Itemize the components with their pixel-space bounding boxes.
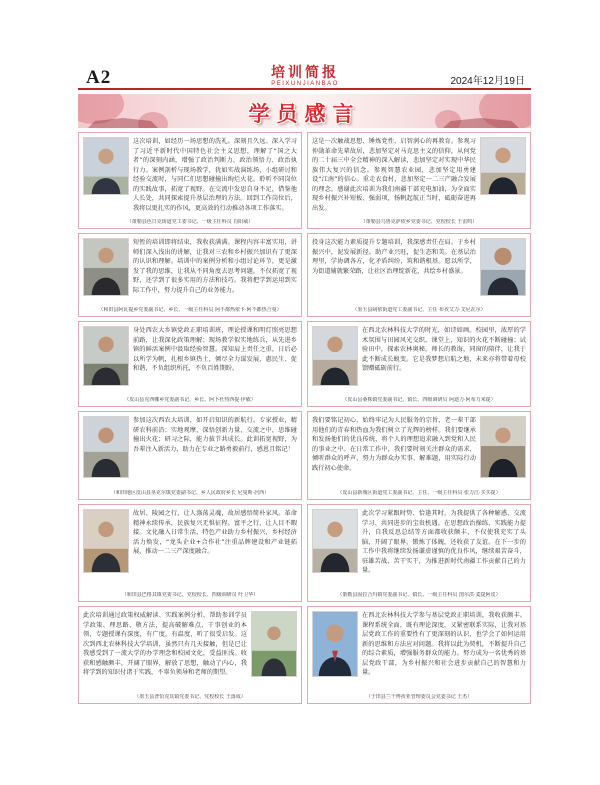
testimonial-text: 我们要铭记初心，始终牢记为人民服务的宗旨，老一辈干部用他们的青春和热血为我们树立了光辉的榜样。我们要继承和发扬他们的优良传统，将个人的理想追求融入到党和人民的事业之中。在日常工作中，我们要时刻关注群众的需求，倾听群众的呼声，努力为群众办实事、解难题，用实际行动践行初心使命。 <box>312 417 476 472</box>
page-header <box>78 64 531 90</box>
author-signature: （墨玉县阔依街道党工委副书记、主任 布孜艾力·艾尼瓦尔） <box>352 307 486 313</box>
portrait-photo <box>312 509 358 573</box>
author-signature: （和田县阿瓦提乡党委副书记、乡长、一级主任科员 阿不都热依卡·阿不都热合曼） <box>98 307 282 313</box>
testimonial-card <box>78 411 302 500</box>
testimonial-text: 投身这次能力素质提升专题培训，我深感责任在肩。于乡村振兴中，泥发展新径。助产业兴旺，促生态和美。在基层治理里，学协调各方，化矛盾纠纷，筑和谐根基。愿以所学，为街道辅就繁荣路，让社区治理绽新花，共绘乡村盛景。 <box>312 239 476 275</box>
author-signature: （和田县巴格其镇党委书记、党校校长、四级调研员 叶卫华） <box>121 592 259 598</box>
testimonial-card <box>78 233 302 317</box>
author-signature: （皮山县新城区街道党工委副书记、主任、一级主任科员 张力江·买买提） <box>337 490 501 496</box>
testimonial-card <box>78 606 302 704</box>
paper-name: 培训简报 <box>271 65 339 81</box>
testimonial-card <box>307 411 531 500</box>
portrait-photo <box>251 611 297 677</box>
author-signature: （策勒县色日克街道党工委书记、一级主任科员 肖阳威） <box>126 219 254 225</box>
section-title: 学员感言 <box>248 102 361 126</box>
portrait-photo <box>480 137 526 195</box>
testimonial-card <box>307 132 531 229</box>
testimonial-card <box>307 606 531 704</box>
author-signature: （于田县兰干博孜亚管理委员会党委书记 王杰） <box>365 694 473 700</box>
author-signature: （皮山县桑株镇党委副书记、镇长、四级调研员 阿迪力·阿布力米提） <box>342 397 496 403</box>
section-banner <box>78 94 531 128</box>
testimonial-card <box>78 132 302 229</box>
testimonial-text: 在西北农林科技大学参与基层党政正职培训，我收获颇丰。课程系统全面，既有理论深度，又紧密联系实际，让我对基层党政工作的重要性有了更深刻的认识，也学会了如何运用新的思维和方法应对问题。我将以此为契机，不断提升自己的综合素质，增强服务群众的能力。努力成为一名优秀的基层党政干部，为乡村振兴和社会进步贡献自己的智慧和力量。 <box>362 612 526 676</box>
masthead-logo <box>250 65 360 88</box>
testimonial-card <box>307 504 531 602</box>
issue-date: 2024年12月19日 <box>450 76 525 87</box>
testimonial-card <box>78 504 302 602</box>
portrait-photo <box>83 509 129 573</box>
testimonial-card <box>78 321 302 407</box>
page-number: A2 <box>86 67 112 88</box>
author-signature: （墨玉县普恰克其镇党委书记、党校校长 王落成） <box>134 694 246 700</box>
testimonial-text: 在西北农林科技大学的时光，如诗如画。校园里，浓厚的学术氛围与田园风光交织。课堂上，知识的火花不断碰撞；试验田中，探索农林奥秘。师长的教诲，同窗的陪伴，让我于此不断成长蜕变。它是我梦想启航之地，未来亦将带着母校馈赠砥砺前行。 <box>362 327 526 372</box>
author-signature: （策勒县固拉合玛镇党委副书记、镇长、一级主任科员 图尔洪·麦提阿皮） <box>337 592 501 598</box>
author-signature: （和田地区皮山县垦克尔镇党委副书记、乡人民政府乡长 尼曼斯·居西） <box>110 490 270 496</box>
testimonial-card <box>307 233 531 317</box>
portrait-photo <box>312 611 358 677</box>
paper-pinyin: PEIXUNJIANBAO <box>271 81 339 87</box>
testimonial-text: 参加这次西农大培训，如开启知识的新航行。专家授业，精研农科前沿；实地观摩，深悟创新力量，交流之中，思维碰撞出火花；研习之际，能力拔节共成长。此训拓宽视野，为吾辈注入新活力，助力在专业之路勇毅前行，感恩且铭记！ <box>133 417 297 453</box>
testimonial-text: 此次培训通过政策权威解读、实践案例分析、帮助参训学员学政策、理思路、敬方法，提高破解难点、干事创业的本领，专题授课有深度，有广度，有温度，听了很受启发。这次到西北农林科技大学培训，虽然只有几天接触，但是已让我感受到了一流大学的办学理念和校园文化，受益匪浅。收获和感触颇丰，开阔了眼界，解放了思想，触动了内心，我将学到的知识付诸于实践，不辜负领导和老师的期望。 <box>83 612 247 676</box>
portrait-photo <box>83 416 129 478</box>
testimonial-grid <box>78 132 531 754</box>
portrait-photo <box>83 137 129 195</box>
testimonial-text: 短暂的培训即将结束，我收获满满。课程内容丰富实用，讲师们深入浅出的讲解，让我对三农和乡村振兴加识有了更深的认识和理解。培训中的案例分析和小组讨论环节，更是激发了我的思维，让我从不同角度去思考问题。不仅拓宽了视野，还学到了很多实用的方法和技巧。我将把学到运用到实际工作中，努力提升自己的业务能力。 <box>133 239 297 294</box>
portrait-photo <box>83 238 129 296</box>
portrait-photo <box>83 326 129 386</box>
author-signature: （皮山县克西娜乡党委副书记、乡长、阿卜杜热西提·伊敏） <box>124 397 256 403</box>
testimonial-text: 身处西农大乡镇党政正职培训班，理论授课和明灯照亮思想前路，让我深化政策理解；现场教学似实地练兵，从先进乡镇的鲜活案例中汲取经验智慧。深知肩上责任之重，日后必以所学为帆，扎根乡镇热土，倾尽全力谋发展、惠民生、促和谐，不负组织所托，不负百姓期盼。 <box>133 327 297 372</box>
portrait-photo <box>480 416 526 478</box>
author-signature: （策勒县乌鲁克萨依乡党委书记、党校校长 王雷鸣） <box>360 219 478 225</box>
portrait-photo <box>312 326 358 386</box>
testimonial-text: 这是一次触战思想、锤炼党性、启智润心的再教育。参观习仲勋革命先辈故居，悲加坚定对马克思主义的信仰，从何党的二十届三中全会精神的深入解读，悲加坚定对实现中华民族伟大复兴的信念。参观智慧农业园，悲加坚定用勇建设“江南”的信心。重走衣食村，悲加坚定一二三产融合发展的理念。感谢此次培训为我们南疆干部充电加油，为全面实现乡村振兴补短板、强弱项，扬帆起航正当时，砥砺奋进再出发。 <box>312 138 476 212</box>
newspaper-page <box>78 64 531 754</box>
testimonial-card <box>307 321 531 407</box>
testimonial-text: 此次学习紧跟时势、恰逢其时，为我提供了各种解惑、交流学习、共同进步的宝贵机遇。在思想政治操练、实践能力提升，自我反思总结等方面都收获颇丰，不仅使我充实了头脑、开阔了眼界，锻炼了体魄，还收获了友谊。在下一步的工作中我将继续发扬谦虚谨慎的优良作风，继续艰苦奋斗，驻雄苦战、苦干实干，为推进新时代南疆工作贡献自己的力量。 <box>362 510 526 574</box>
testimonial-text: 故居、陵园之行，让人涤荡灵魂，故居感悟简朴家风。革命精神永续传承，民族复兴无惧征程。富平之行，让人目不暇接。文化融入日常生活，特色产业助力乡村振兴，乡村经济活力焕发，“龙头企业+合作社”注重品牌建设和产业链拓展，推动一二三产深度融合。 <box>133 510 297 555</box>
portrait-photo <box>480 238 526 296</box>
testimonial-text: 这次培训，如经历一场思想的洗礼。深刻且久远。深入学习了习近平新时代中国特色社会主义思想，理解了“国之大者”的深刻内涵，增强了政治判断力、政治领悟力、政治执行力。案例剖析与现场教学，犹如实战演练场，小组研讨和经验交流时，与同仁们思想碰撞出绚烂火花。聆听不同岗位的实践故事，拓宽了视野。在交流中发思自身不足，借鉴他人长处，共同探索提升基层治理的方法。回到工作岗位后，我将以更扎实的作风，更高效的行动推动各项工作落实。 <box>133 138 297 212</box>
